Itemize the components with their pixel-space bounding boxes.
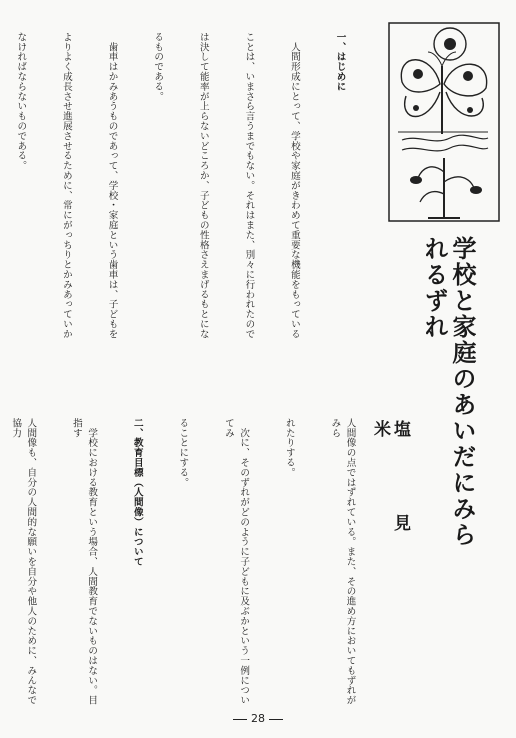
text-column: なければならないものである。	[15, 32, 27, 171]
dash-right	[269, 719, 283, 720]
butterfly-illustration	[388, 22, 500, 222]
upper-text-block	[0, 32, 378, 388]
text-column: 人間形成にとって、学校や家庭がきわめて重要な機能をもっている	[288, 32, 300, 339]
author-name: 塩 見 米	[370, 420, 410, 608]
text-column: よりよく成長させ進展させるために、常にがっちりとかみあっていか	[60, 32, 72, 339]
text-column: るものである。	[152, 32, 164, 102]
section-heading: 二、教育目標（人間像）について	[131, 418, 143, 567]
section-heading: 一、はじめに	[334, 32, 346, 92]
dash-left	[233, 719, 247, 720]
page-number	[0, 712, 516, 725]
lower-text-block	[0, 418, 388, 708]
text-column: は決して能率が上らないどころか、子どもの性格さえまげるもとにな	[197, 32, 209, 339]
text-column: ことは、いまさら言うまでもない。それはまた、別々に行われたので	[243, 32, 255, 339]
text-column: 次に、そのずれがどのように子どもに及ぶかという一例についてみ	[222, 418, 250, 706]
text-column: 歯車はかみあうものであって、学校・家庭という歯車は、子どもを	[106, 32, 118, 339]
text-column: 学校における教育という場合、人間教育でないものはない。目指す	[70, 418, 98, 706]
article-title: 学校と家庭のあいだにみられるずれ	[420, 236, 477, 548]
text-column: 人間像も、自分の人間的な願いを自分や他人のために、みんなで協力	[10, 418, 37, 706]
text-column: ることにする。	[177, 418, 189, 488]
text-column: 人間像の点ではずれている。また、その進め方においてもずれがみら	[329, 418, 356, 706]
page-number-text: 28	[251, 712, 265, 725]
text-column: れたりする。	[283, 418, 295, 478]
